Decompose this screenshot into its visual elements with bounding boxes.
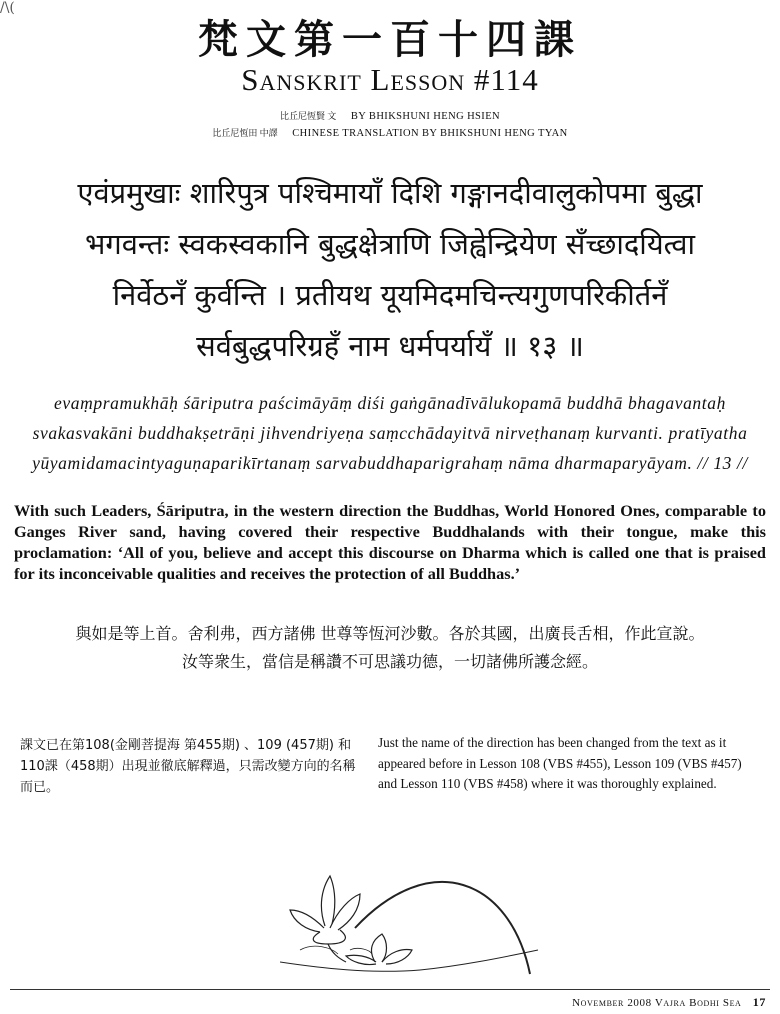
transliteration [14, 388, 766, 478]
sanskrit-verse [0, 168, 780, 372]
transliteration-line: svakasvakāni buddhakṣetrāṇi jihvendriyeṇa saṃcchādayitvā nirveṭhanaṃ kurvanti. pratīyatha [32, 423, 748, 443]
translator-credit-zh: 比丘尼恆田 中譯 [212, 128, 278, 138]
chinese-translation-line: 汝等衆生，當信是稱讚不可思議功德，一切諸佛所護念經。 [181, 652, 598, 671]
lesson-title-chinese: 梵文第一百十四課 [198, 16, 582, 63]
transliteration-line: evaṃpramukhāḥ śāriputra paścimāyāṃ diśi gaṅgānadīvālukopamā buddhā bhagavantaḥ [54, 393, 726, 413]
note-english: Just the name of the direction has been changed from the text as it appeared before in Lesson 108 (VBS #455), Lesson 109 (VBS #457) and Lesson 110 (VBS #458) where it was thoroughly explained. [378, 735, 742, 791]
sanskrit-line: एवंप्रमुखाः शारिपुत्र पश्चिमायाँ दिशि गङ्गानदीवालुकोपमा बुद्धा [77, 176, 703, 210]
english-translation: With such Leaders, Śāriputra, in the western direction the Buddhas, World Honored Ones, comparable to Ganges River sand, having covered their respective Buddhalands with their tongue, make this proclamation: ‘All of you, believe and accept this discourse on Dharma which is called one that is praised for its inconceivable qualities and receives the protection of all Buddhas.’ [14, 501, 766, 583]
author-credit-en: BY BHIKSHUNI HENG HSIEN [350, 111, 500, 122]
issue-label: November 2008 Vajra Bodhi Sea [572, 997, 742, 1009]
chinese-translation-line: 與如是等上首。舍利弗，西方諸佛 世尊等恆河沙數。各於其國，出廣長舌相，作此宣說。 [75, 624, 705, 643]
transliteration-line: yūyamidamacintyaguṇaparikīrtanaṃ sarvabuddhaparigrahaṃ nāma dharmaparyāyam. // 13 // [32, 453, 748, 473]
page-number: 17 [752, 995, 766, 1009]
page-footer [572, 995, 766, 1010]
translator-credit [0, 125, 780, 142]
lesson-title-english: Sanskrit Lesson #114 [241, 62, 539, 97]
author-credit-zh: 比丘尼恆賢 文 [280, 111, 337, 121]
chinese-translation [0, 620, 780, 676]
sanskrit-line: भगवन्तः स्वकस्वकानि बुद्धक्षेत्राणि जिह्वेन्द्रियेण सँच्छादयित्वा [85, 227, 695, 261]
author-credit [0, 108, 780, 125]
translator-credit-en: CHINESE TRANSLATION BY BHIKSHUNI HENG TYAN [292, 128, 568, 139]
footer-rule [10, 989, 770, 990]
note-chinese: 課文已在第108(金剛菩提海 第455期) 、109 (457期) 和110課（458期）出現並徹底解釋過，只需改變方向的名稱而已。 [20, 738, 356, 795]
sanskrit-line: सर्वबुद्धपरिग्रहँ नाम धर्मपर्यायँ ॥ १३ ॥ [196, 329, 584, 363]
lotus-illustration [280, 858, 540, 976]
credits [0, 108, 780, 142]
corner-mark: /\( [0, 0, 15, 16]
sanskrit-line: निर्वेठनँ कुर्वन्ति । प्रतीयथ यूयमिदमचिन्त्यगुणपरिकीर्तनँ [112, 278, 668, 312]
